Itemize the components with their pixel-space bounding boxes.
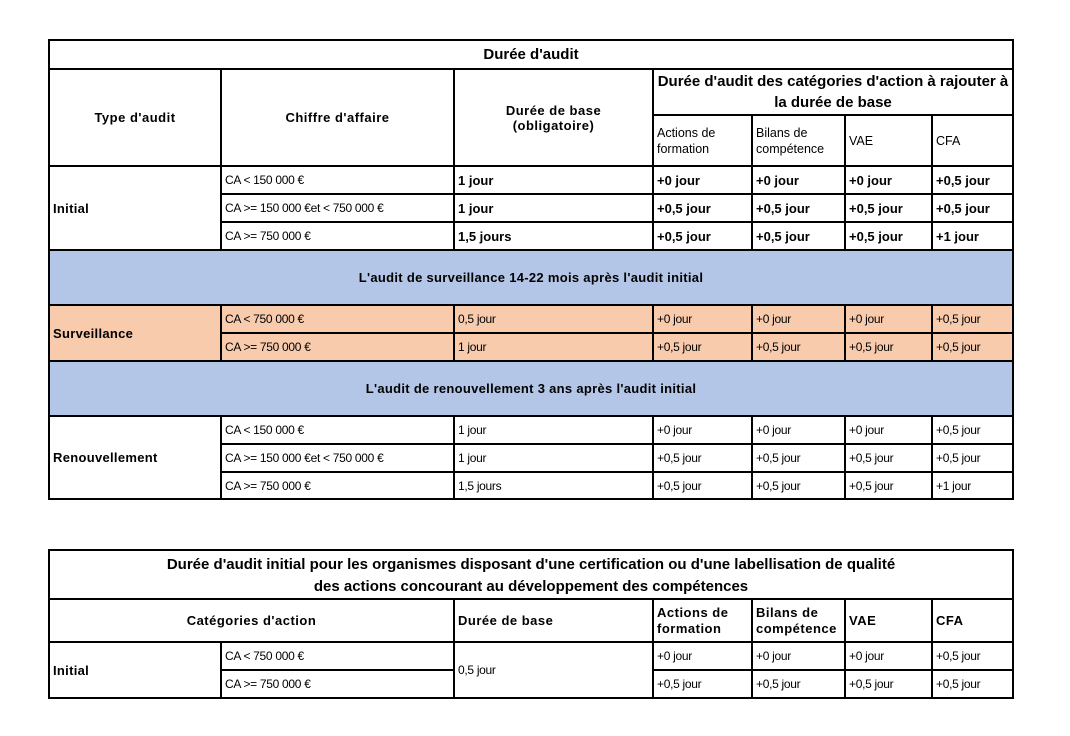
cfa-cell: +0,5 jour [932, 333, 1013, 361]
actions-cell: +0 jour [653, 305, 752, 333]
header-actions: Actions de formation [653, 599, 752, 642]
cfa-cell: +0,5 jour [932, 305, 1013, 333]
base-cell: 1 jour [454, 166, 653, 194]
table2-title-line2: des actions concourant au développement des compétences [313, 578, 749, 595]
actions-cell: +0,5 jour [653, 222, 752, 250]
table-row [49, 166, 1013, 194]
bilans-cell: +0,5 jour [752, 472, 845, 499]
header-base: Durée de base [454, 599, 653, 642]
surveillance-banner: L'audit de surveillance 14-22 mois après l'audit initial [49, 250, 1013, 305]
section-label-initial: Initial [49, 166, 221, 250]
ca-cell: CA < 150 000 € [221, 416, 454, 444]
actions-cell: +0,5 jour [653, 194, 752, 222]
header-cfa: CFA [932, 599, 1013, 642]
bilans-cell: +0,5 jour [752, 222, 845, 250]
header-vae: VAE [845, 115, 932, 166]
table-title: Durée d'audit [49, 40, 1013, 69]
ca-cell: CA < 150 000 € [221, 166, 454, 194]
cfa-cell: +1 jour [932, 472, 1013, 499]
vae-cell: +0 jour [845, 416, 932, 444]
section-label-renouvellement: Renouvellement [49, 416, 221, 499]
actions-cell: +0,5 jour [653, 670, 752, 698]
table-row [49, 416, 1013, 444]
header-base-line2: (obligatoire) [512, 117, 595, 133]
audit-duration-table [48, 39, 1014, 500]
actions-cell: +0 jour [653, 416, 752, 444]
cfa-cell: +0,5 jour [932, 444, 1013, 472]
bilans-cell: +0 jour [752, 416, 845, 444]
ca-cell: CA < 750 000 € [221, 642, 454, 670]
base-cell: 0,5 jour [454, 642, 653, 698]
vae-cell: +0,5 jour [845, 670, 932, 698]
header-cfa: CFA [932, 115, 1013, 166]
cfa-cell: +0,5 jour [932, 670, 1013, 698]
renouvellement-banner: L'audit de renouvellement 3 ans après l'audit initial [49, 361, 1013, 416]
cfa-cell: +0,5 jour [932, 642, 1013, 670]
vae-cell: +0,5 jour [845, 194, 932, 222]
header-category-group: Durée d'audit des catégories d'action à rajouter à la durée de base [653, 69, 1013, 115]
bilans-cell: +0 jour [752, 305, 845, 333]
vae-cell: +0 jour [845, 642, 932, 670]
cfa-cell: +0,5 jour [932, 194, 1013, 222]
ca-cell: CA >= 750 000 € [221, 670, 454, 698]
vae-cell: +0 jour [845, 166, 932, 194]
bilans-cell: +0 jour [752, 642, 845, 670]
bilans-cell: +0,5 jour [752, 670, 845, 698]
actions-cell: +0,5 jour [653, 333, 752, 361]
header-bilans: Bilans de compétence [752, 115, 845, 166]
table-row [49, 305, 1013, 333]
vae-cell: +0,5 jour [845, 472, 932, 499]
base-cell: 1 jour [454, 194, 653, 222]
base-cell: 1 jour [454, 444, 653, 472]
header-base-line1: Durée de base [505, 102, 602, 118]
base-cell: 1 jour [454, 416, 653, 444]
ca-cell: CA >= 150 000 €et < 750 000 € [221, 444, 454, 472]
header-vae: VAE [845, 599, 932, 642]
actions-cell: +0,5 jour [653, 444, 752, 472]
actions-cell: +0 jour [653, 642, 752, 670]
base-cell: 0,5 jour [454, 305, 653, 333]
cfa-cell: +1 jour [932, 222, 1013, 250]
section-label-surveillance: Surveillance [49, 305, 221, 361]
vae-cell: +0,5 jour [845, 222, 932, 250]
vae-cell: +0 jour [845, 305, 932, 333]
vae-cell: +0,5 jour [845, 333, 932, 361]
base-cell: 1,5 jours [454, 472, 653, 499]
actions-cell: +0 jour [653, 166, 752, 194]
bilans-cell: +0,5 jour [752, 333, 845, 361]
header-ca: Chiffre d'affaire [221, 69, 454, 166]
ca-cell: CA >= 750 000 € [221, 222, 454, 250]
header-bilans: Bilans de compétence [752, 599, 845, 642]
certified-audit-table [48, 549, 1014, 699]
vae-cell: +0,5 jour [845, 444, 932, 472]
header-categories: Catégories d'action [49, 599, 454, 642]
cfa-cell: +0,5 jour [932, 416, 1013, 444]
header-type: Type d'audit [49, 69, 221, 166]
bilans-cell: +0 jour [752, 166, 845, 194]
actions-cell: +0,5 jour [653, 472, 752, 499]
header-actions: Actions de formation [653, 115, 752, 166]
ca-cell: CA >= 750 000 € [221, 472, 454, 499]
bilans-cell: +0,5 jour [752, 194, 845, 222]
section-label-initial: Initial [49, 642, 221, 698]
base-cell: 1,5 jours [454, 222, 653, 250]
base-cell: 1 jour [454, 333, 653, 361]
table2-title [49, 550, 1013, 599]
table-row [49, 642, 1013, 670]
ca-cell: CA < 750 000 € [221, 305, 454, 333]
header-base [454, 69, 653, 166]
ca-cell: CA >= 150 000 €et < 750 000 € [221, 194, 454, 222]
bilans-cell: +0,5 jour [752, 444, 845, 472]
ca-cell: CA >= 750 000 € [221, 333, 454, 361]
cfa-cell: +0,5 jour [932, 166, 1013, 194]
table2-title-line1: Durée d'audit initial pour les organismes disposant d'une certification ou d'une labellisation de qualité [166, 556, 896, 573]
